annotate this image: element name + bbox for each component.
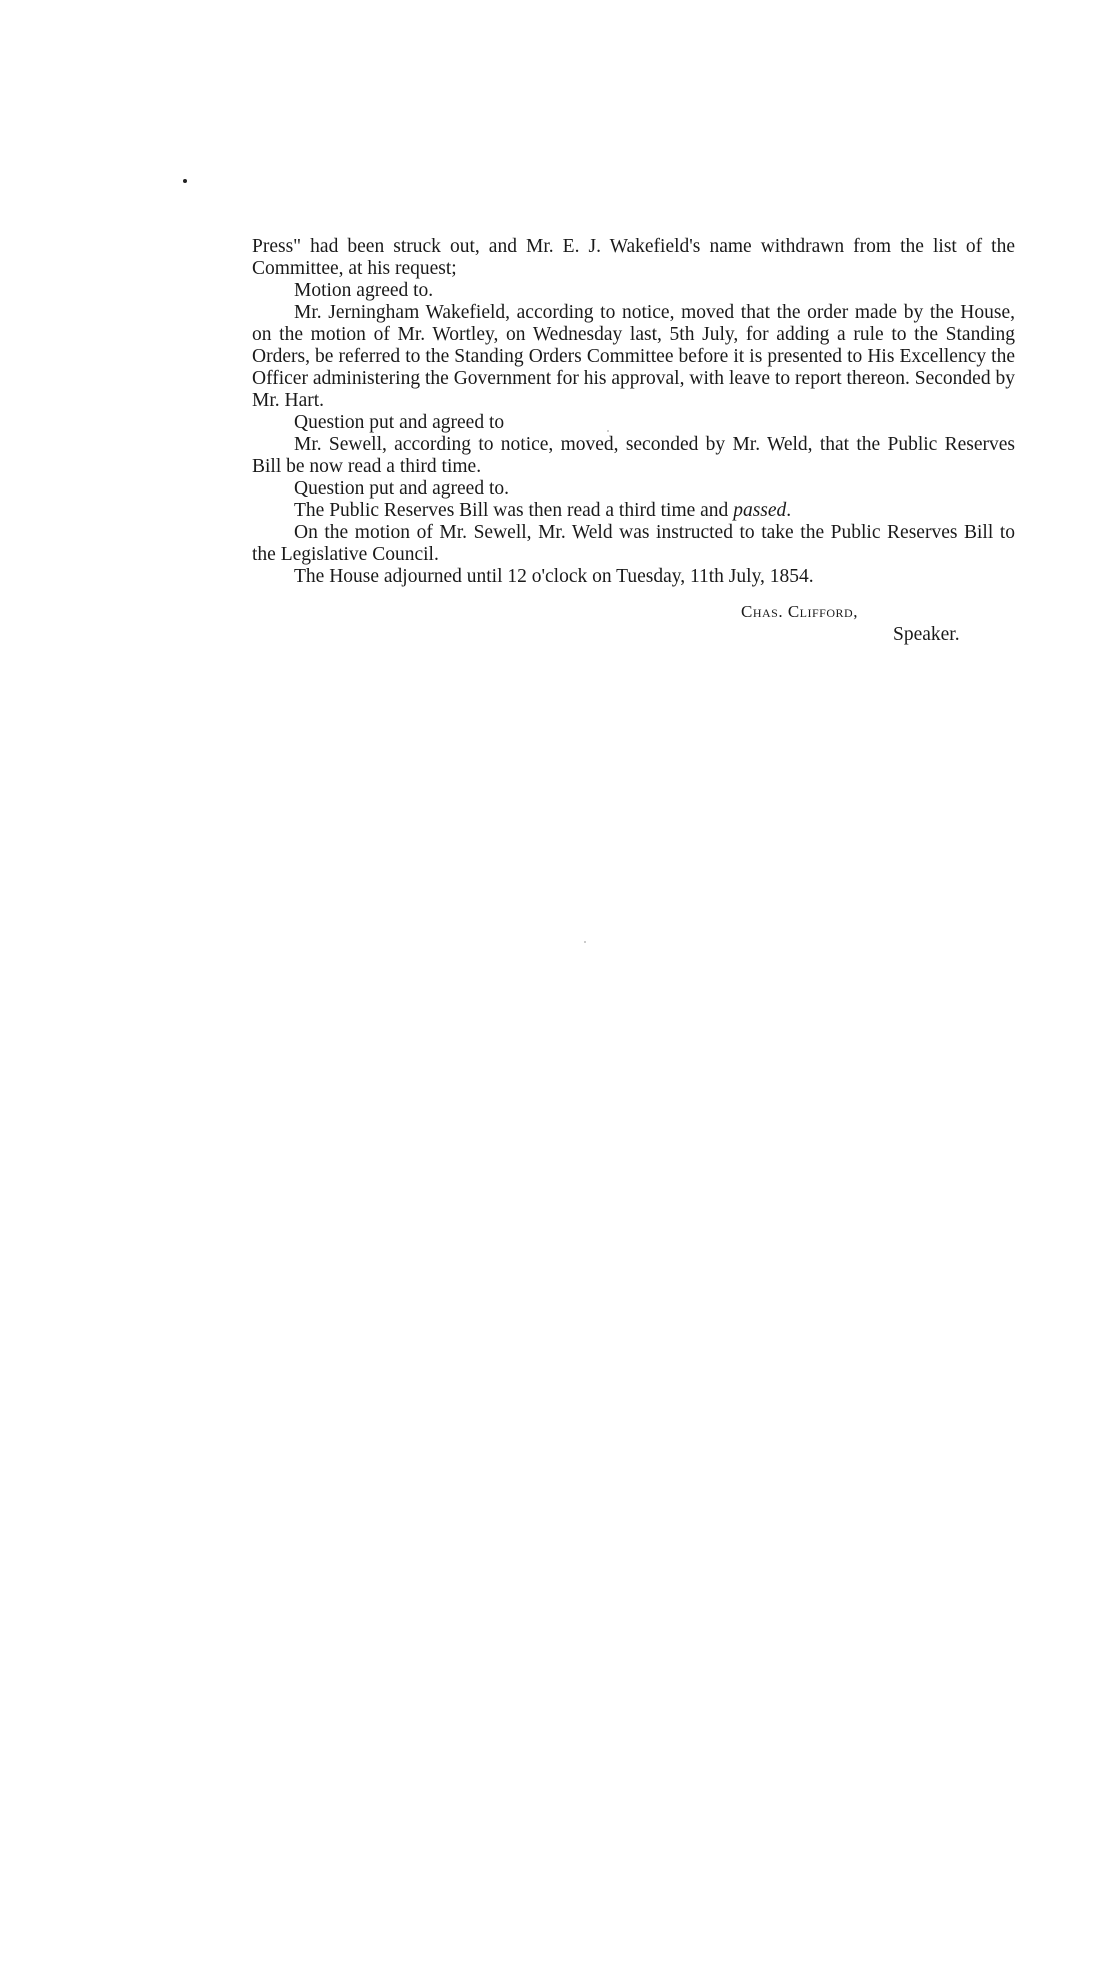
stray-ink-mark	[183, 179, 187, 183]
proceedings-text	[252, 236, 1015, 588]
paragraph-wakefield-motion	[252, 302, 1015, 412]
faint-speck	[584, 941, 586, 943]
paragraph-text: The House adjourned until 12 o'clock on Tuesday, 11th July, 1854.	[294, 566, 814, 587]
paragraph-sewell-motion	[252, 434, 1015, 478]
paragraph-text: Press" had been struck out, and Mr. E. J. Wakefield's name withdrawn from the list of the Committee, at his request;	[252, 236, 1015, 279]
paragraph-weld-instructed	[252, 522, 1015, 566]
paragraph-question-agreed-2	[252, 478, 1015, 500]
paragraph-text: Mr. Jerningham Wakefield, according to notice, moved that the order made by the House, on the motion of Mr. Wortley, on Wednesday last, 5th July, for adding a rule to the Standing Orders, be referred to the Standing Orders Committee before it is presented to His Excellency the Officer administering the Government for his approval, with leave to report thereon. Seconded by Mr. Hart.	[252, 302, 1015, 411]
paragraph-motion-agreed	[252, 280, 1015, 302]
paragraph-question-agreed	[252, 412, 1015, 434]
paragraph-continuation	[252, 236, 1015, 280]
paragraph-bill-passed	[252, 500, 1015, 522]
paragraph-text: Question put and agreed to	[294, 412, 505, 433]
paragraph-text: Mr. Sewell, according to notice, moved, seconded by Mr. Weld, that the Public Reserves Bill be now read a third time.	[252, 434, 1015, 477]
paragraph-adjournment	[252, 566, 1015, 588]
signature-title: Speaker.	[893, 624, 960, 645]
paragraph-text: Question put and agreed to.	[294, 478, 509, 499]
paragraph-trailing: .	[786, 500, 792, 521]
paragraph-text: Motion agreed to.	[294, 280, 434, 301]
emphasis-passed: passed	[733, 500, 787, 521]
paragraph-text: On the motion of Mr. Sewell, Mr. Weld was instructed to take the Public Reserves Bill to the Legislative Council.	[252, 522, 1015, 565]
paragraph-text: The Public Reserves Bill was then read a third time and	[294, 500, 734, 521]
signature-name: Chas. Clifford,	[741, 602, 858, 621]
